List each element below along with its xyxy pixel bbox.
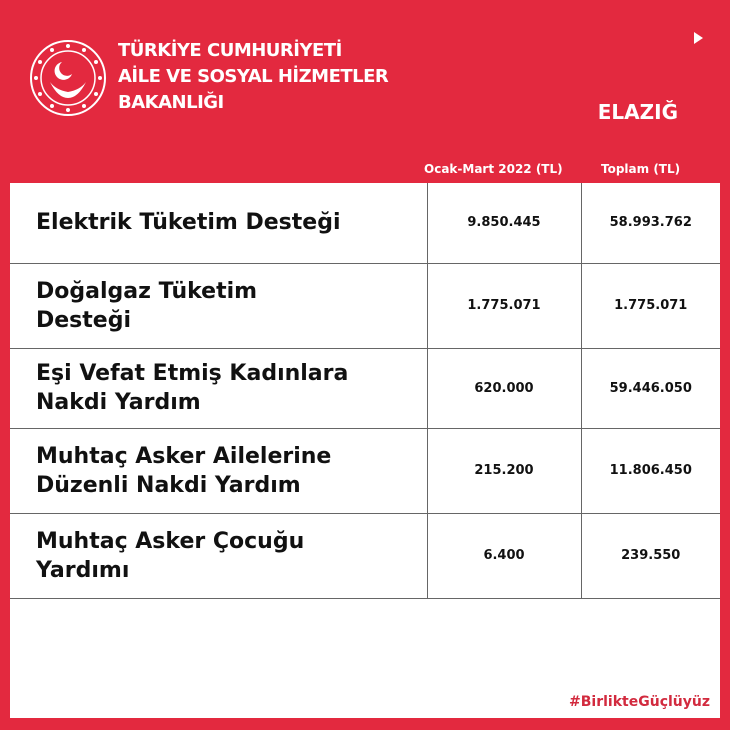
table-row — [10, 263, 720, 348]
row-label: Elektrik Tüketim Desteği — [10, 183, 427, 263]
org-line-1: TÜRKİYE CUMHURİYETİ — [118, 40, 342, 61]
column-header-period: Ocak-Mart 2022 (TL) — [424, 162, 563, 176]
table-row — [10, 513, 720, 598]
table-row — [10, 428, 720, 513]
row-label: Muhtaç Asker Çocuğu Yardımı — [10, 513, 427, 598]
row-period-value: 1.775.071 — [427, 263, 581, 348]
hashtag: #BirlikteGüçlüyüz — [569, 694, 710, 710]
ministry-logo — [28, 38, 108, 118]
table-row — [10, 183, 720, 263]
row-label: Eşi Vefat Etmiş Kadınlara Nakdi Yardım — [10, 348, 427, 428]
row-label: Muhtaç Asker Ailelerine Düzenli Nakdi Yardım — [10, 428, 427, 513]
ministry-name — [118, 38, 388, 116]
row-total-value: 59.446.050 — [581, 348, 720, 428]
row-total-value: 11.806.450 — [581, 428, 720, 513]
row-label: Doğalgaz Tüketim Desteği — [10, 263, 427, 348]
row-period-value: 6.400 — [427, 513, 581, 598]
city-title: ELAZIĞ — [597, 100, 678, 124]
table-row — [10, 348, 720, 428]
row-period-value: 215.200 — [427, 428, 581, 513]
row-total-value: 239.550 — [581, 513, 720, 598]
aid-table — [10, 183, 720, 599]
data-panel — [10, 183, 720, 718]
row-total-value: 58.993.762 — [581, 183, 720, 263]
row-total-value: 1.775.071 — [581, 263, 720, 348]
org-line-2: AİLE VE SOSYAL HİZMETLER — [118, 66, 389, 87]
org-line-3: BAKANLIĞI — [118, 92, 224, 113]
row-period-value: 620.000 — [427, 348, 581, 428]
row-period-value: 9.850.445 — [427, 183, 581, 263]
play-icon[interactable] — [694, 32, 703, 44]
column-header-total: Toplam (TL) — [601, 162, 681, 176]
